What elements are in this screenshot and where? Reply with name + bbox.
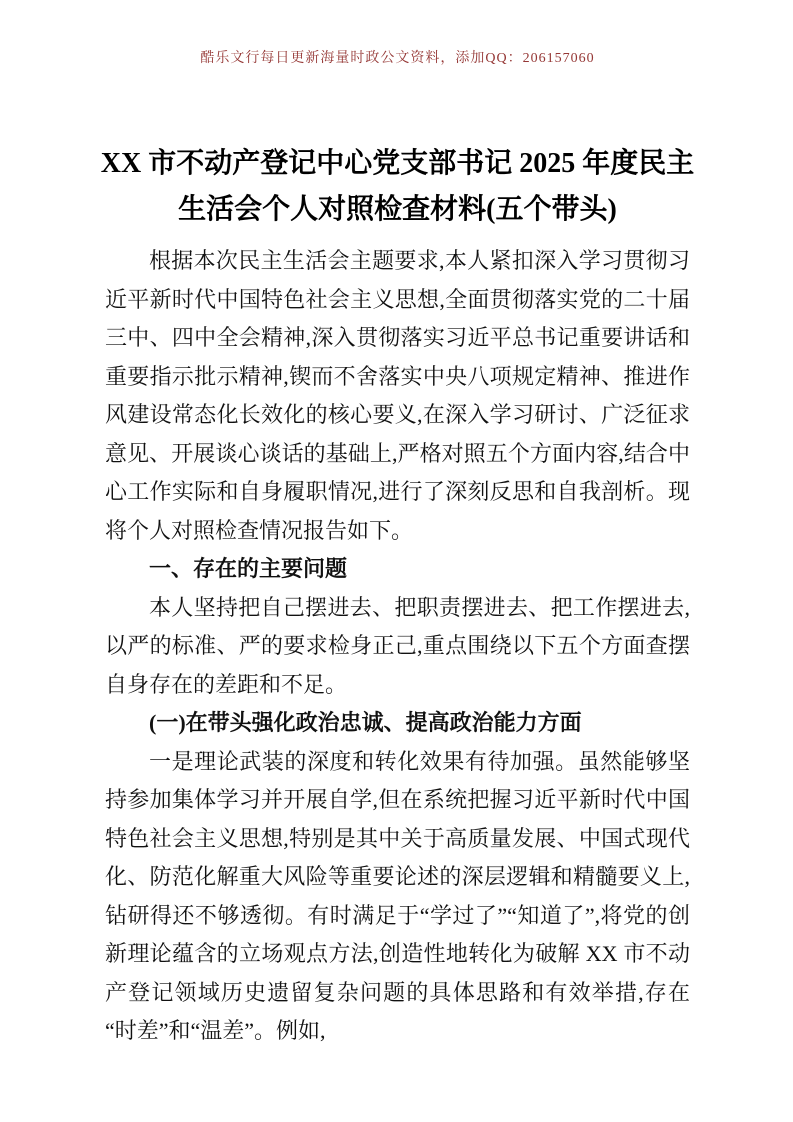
self-examination-paragraph: 本人坚持把自己摆进去、把职责摆进去、把工作摆进去,以严的标准、严的要求检身正己,重点围绕以下五个方面查摆自身存在的差距和不足。 xyxy=(105,594,690,697)
document-body xyxy=(105,242,690,1051)
subsection-heading-political-loyalty: (一)在带头强化政治忠诚、提高政治能力方面 xyxy=(149,710,582,735)
watermark-header-note: 酷乐文行每日更新海量时政公文资料，添加QQ：206157060 xyxy=(200,51,595,66)
section-heading-main-problems: 一、存在的主要问题 xyxy=(149,556,348,581)
intro-paragraph: 根据本次民主生活会主题要求,本人紧扣深入学习贯彻习近平新时代中国特色社会主义思想,全面贯彻落实党的二十届三中、四中全会精神,深入贯彻落实习近平总书记重要讲话和重要指示批示精神,锲而不舍落实中央八项规定精神、推进作风建设常态化长效化的核心要义,在深入学习研讨、广泛征求意见、开展谈心谈话的基础上,严格对照五个方面内容,结合中心工作实际和自身履职情况,进行了深刻反思和自我剖析。现将个人对照检查情况报告如下。 xyxy=(105,248,690,543)
document-title: XX 市不动产登记中心党支部书记 2025 年度民主生活会个人对照检查材料(五个带头) xyxy=(100,148,695,225)
theory-armament-paragraph: 一是理论武装的深度和转化效果有待加强。虽然能够坚持参加集体学习并开展自学,但在系统把握习近平新时代中国特色社会主义思想,特别是其中关于高质量发展、中国式现代化、防范化解重大风险等重要论述的深层逻辑和精髓要义上,钻研得还不够透彻。有时满足于“学过了”“知道了”,将党的创新理论蕴含的立场观点方法,创造性地转化为破解 XX 市不动产登记领域历史遗留复杂问题的具体思路和有效举措,存在“时差”和“温差”。例如, xyxy=(105,748,690,1043)
